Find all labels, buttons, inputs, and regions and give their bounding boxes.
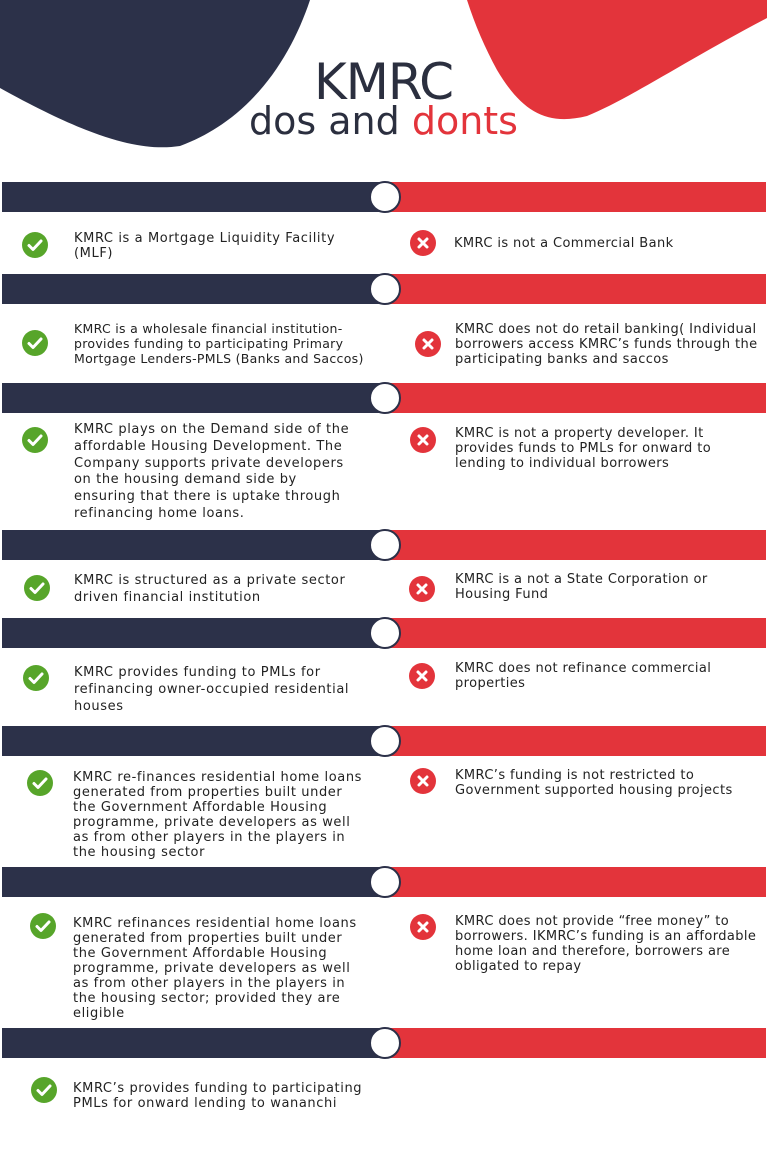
row-divider: [2, 867, 766, 897]
do-text: KMRC plays on the Demand side of the affordable Housing Development. The Company supports private developers on the housing demand side by ensuring that there is uptake through refinancing home loans.: [74, 422, 350, 521]
row-divider: [2, 726, 766, 756]
page-title: KMRC: [313, 53, 454, 111]
subtitle-donts: donts: [411, 99, 518, 143]
cross-circle-icon: [409, 576, 435, 602]
page-subtitle: [0, 98, 767, 144]
cross-circle-icon: [410, 427, 436, 453]
check-circle-icon: [30, 913, 56, 939]
do-text: KMRC re-finances residential home loans generated from properties built under the Government Affordable Housing programme, private developers as well as from other players in the players in the housing sector: [73, 770, 363, 860]
check-circle-icon: [31, 1077, 57, 1103]
row-divider: [2, 274, 766, 304]
subtitle-dos: dos and: [249, 99, 412, 143]
dont-text: KMRC does not do retail banking( Individual borrowers access KMRC’s funds through the participating banks and saccos: [455, 322, 758, 367]
cross-circle-icon: [409, 663, 435, 689]
row-divider: [2, 182, 766, 212]
do-text: KMRC provides funding to PMLs for refinancing owner-occupied residential houses: [74, 665, 350, 714]
cross-circle-icon: [410, 768, 436, 794]
check-circle-icon: [22, 330, 48, 356]
cross-circle-icon: [415, 331, 441, 357]
do-text: KMRC’s provides funding to participating PMLs for onward lending to wananchi: [73, 1081, 363, 1111]
row-divider: [2, 530, 766, 560]
check-circle-icon: [27, 770, 53, 796]
row-divider: [2, 1028, 766, 1058]
do-text: KMRC is a wholesale financial institution- provides funding to participating Primary Mortgage Lenders-PMLS (Banks and Saccos): [74, 321, 364, 366]
dont-text: KMRC’s funding is not restricted to Government supported housing projects: [455, 768, 733, 798]
dont-text: KMRC is not a Commercial Bank: [454, 236, 674, 251]
dont-text: KMRC is a not a State Corporation or Housing Fund: [455, 572, 708, 602]
row-divider: [2, 618, 766, 648]
check-circle-icon: [22, 427, 48, 453]
dont-text: KMRC does not refinance commercial properties: [455, 661, 712, 691]
cross-circle-icon: [410, 230, 436, 256]
dont-text: KMRC is not a property developer. It provides funds to PMLs for onward to lending to individual borrowers: [455, 426, 712, 471]
check-circle-icon: [24, 575, 50, 601]
dont-text: KMRC does not provide “free money” to borrowers. IKMRC’s funding is an affordable home loan and therefore, borrowers are obligated to repay: [455, 914, 757, 974]
cross-circle-icon: [410, 914, 436, 940]
do-text: KMRC is a Mortgage Liquidity Facility (MLF): [74, 231, 336, 261]
check-circle-icon: [23, 665, 49, 691]
do-text: KMRC is structured as a private sector driven financial institution: [74, 573, 346, 605]
do-text: KMRC refinances residential home loans generated from properties built under the Government Affordable Housing programme, private developers as well as from other players in the players in the housing sector; provided they are eligible: [73, 916, 357, 1021]
row-divider: [2, 383, 766, 413]
check-circle-icon: [22, 232, 48, 258]
